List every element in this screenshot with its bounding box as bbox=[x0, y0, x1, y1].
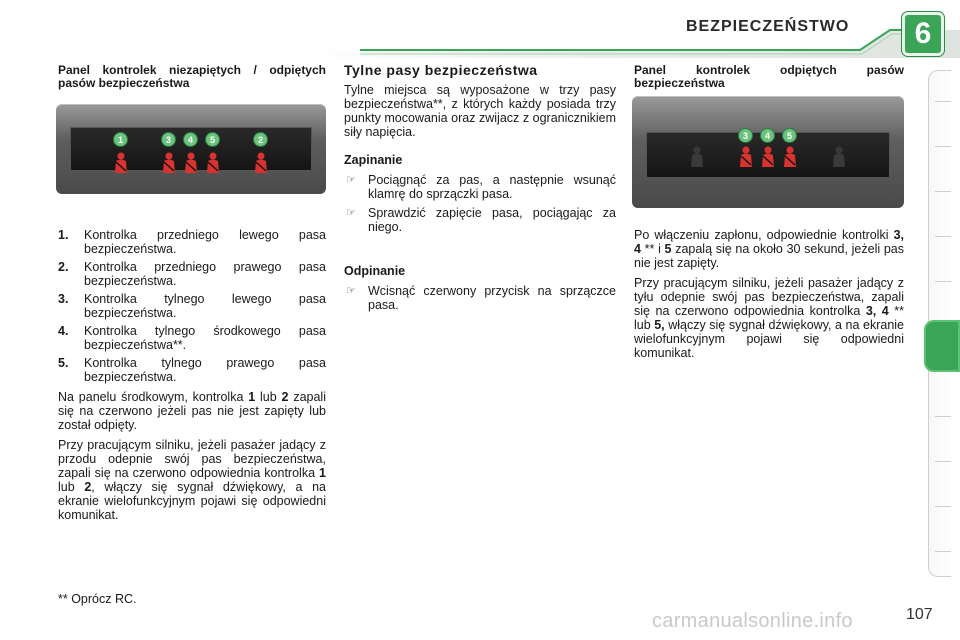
lamp-label: 3 bbox=[739, 129, 752, 142]
left-column bbox=[58, 64, 326, 96]
right-paragraph-2: Przy pracującym silniku, jeżeli pasażer jadący z tyłu odepnie swój pas bezpieczeństwa, zapali się na czerwono odpowiednia kontrolka 3, 4 ** lub 5, włączy się sygnał dźwiękowy, a na ekranie wielofunkcyjnym pojawi się odpowiedni komunikat. bbox=[634, 276, 904, 360]
unfastening-steps bbox=[344, 284, 616, 312]
footnote: ** Oprócz RC. bbox=[58, 592, 137, 606]
pointing-hand-icon: ☞ bbox=[346, 207, 356, 219]
lamp-label: 3 bbox=[162, 133, 175, 146]
seat-unlit-icon bbox=[830, 146, 848, 168]
right-paragraph-1: Po włączeniu zapłonu, odpowiednie kontrolki 3, 4 ** i 5 zapalą się na około 30 sekund, jeżeli pas nie jest zapięty. bbox=[634, 228, 904, 270]
watermark: carmanualsonline.info bbox=[652, 610, 853, 632]
list-item: 5. Kontrolka tylnego prawego pasa bezpieczeństwa. bbox=[58, 356, 326, 384]
lamp-label: 5 bbox=[783, 129, 796, 142]
pointing-hand-icon: ☞ bbox=[346, 285, 356, 297]
seatbelt-warning-icon bbox=[252, 152, 270, 174]
list-item: 4. Kontrolka tylnego środkowego pasa bezpieczeństwa**. bbox=[58, 324, 326, 352]
left-panel-heading: Panel kontrolek niezapiętych / odpiętych pasów bezpieczeństwa bbox=[58, 63, 326, 90]
intro-paragraph: Tylne miejsca są wyposażone w trzy pasy bezpieczeństwa**, z których każdy posiada trzy punkty mocowania oraz zwijacz z ogranicznikiem siły napięcia. bbox=[344, 83, 616, 139]
lamp-label: 4 bbox=[761, 129, 774, 142]
chapter-number-badge: 6 bbox=[902, 12, 944, 56]
seatbelt-warning-icon bbox=[759, 146, 777, 168]
page-number: 107 bbox=[906, 606, 933, 623]
unfastening-heading: Odpinanie bbox=[344, 264, 406, 278]
fastening-heading: Zapinanie bbox=[344, 153, 403, 167]
right-body bbox=[634, 228, 904, 366]
fastening-steps bbox=[344, 173, 616, 234]
list-item: 3. Kontrolka tylnego lewego pasa bezpieczeństwa. bbox=[58, 292, 326, 320]
lamp-label: 1 bbox=[114, 133, 127, 146]
middle-column bbox=[344, 63, 616, 318]
section-title: Tylne pasy bezpieczeństwa bbox=[344, 62, 538, 78]
list-item: ☞ Wcisnąć czerwony przycisk na sprzączce pasa. bbox=[346, 284, 616, 312]
list-item: 2. Kontrolka przedniego prawego pasa bezpieczeństwa. bbox=[58, 260, 326, 288]
pointing-hand-icon: ☞ bbox=[346, 174, 356, 186]
list-item: 1. Kontrolka przedniego lewego pasa bezpieczeństwa. bbox=[58, 228, 326, 256]
seatbelt-warning-icon bbox=[781, 146, 799, 168]
warning-lamp-list bbox=[58, 228, 326, 384]
seatbelt-warning-icon bbox=[112, 152, 130, 174]
left-paragraph-2: Przy pracującym silniku, jeżeli pasażer jadący z przodu odepnie swój pas bezpieczeństwa, zapali się na czerwono odpowiednia kontrolka 1 lub 2, włączy się sygnał dźwiękowy, a na ekranie wielofunkcyjnym pojawi się odpowiedni komunikat. bbox=[58, 438, 326, 522]
lamp-label: 4 bbox=[184, 133, 197, 146]
front-rear-warning-panel-image bbox=[56, 104, 326, 194]
right-panel-heading: Panel kontrolek odpiętych pasów bezpieczeństwa bbox=[634, 63, 904, 90]
header-band bbox=[300, 0, 960, 58]
seatbelt-warning-icon bbox=[160, 152, 178, 174]
list-item: ☞ Pociągnąć za pas, a następnie wsunąć klamrę do sprzączki pasa. bbox=[346, 173, 616, 201]
left-paragraph-1: Na panelu środkowym, kontrolka 1 lub 2 zapali się na czerwono jeżeli pas nie jest zapięty lub został odpięty. bbox=[58, 390, 326, 432]
seatbelt-warning-icon bbox=[204, 152, 222, 174]
list-item: ☞ Sprawdzić zapięcie pasa, pociągając za niego. bbox=[346, 206, 616, 234]
right-column bbox=[634, 64, 904, 96]
chapter-title: BEZPIECZEŃSTWO bbox=[686, 18, 850, 35]
seat-unlit-icon bbox=[688, 146, 706, 168]
lamp-label: 2 bbox=[254, 133, 267, 146]
seatbelt-warning-icon bbox=[737, 146, 755, 168]
rear-warning-panel-image bbox=[632, 96, 904, 208]
chapter-tab-active[interactable] bbox=[924, 320, 960, 372]
seatbelt-warning-icon bbox=[182, 152, 200, 174]
lamp-label: 5 bbox=[206, 133, 219, 146]
left-body bbox=[58, 228, 326, 528]
